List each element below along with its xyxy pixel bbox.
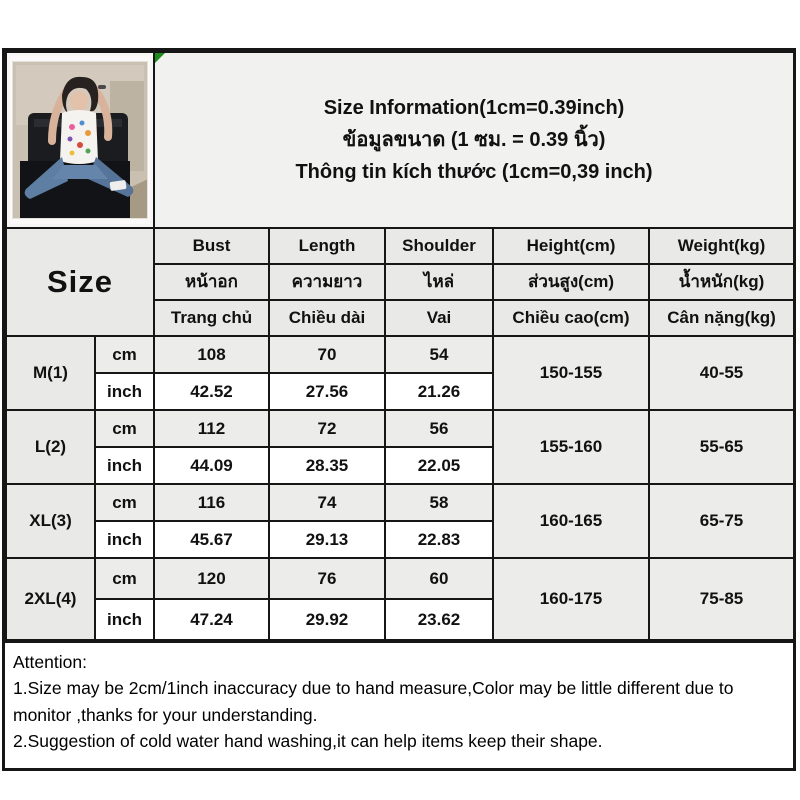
col-header-shoulder-vi: Vai [385, 300, 493, 336]
unit-label-inch: inch [95, 373, 154, 410]
col-header-length-th: ความยาว [269, 264, 385, 300]
size-chart-sheet [2, 48, 796, 771]
cell-height-range: 155-160 [493, 410, 649, 484]
cell-bust-inch: 42.52 [154, 373, 269, 410]
size-table [5, 51, 795, 641]
unit-label-cm: cm [95, 558, 154, 599]
col-header-weight-vi: Cân nặng(kg) [649, 300, 794, 336]
title-cell [154, 52, 794, 228]
col-header-height-en: Height(cm) [493, 228, 649, 264]
unit-label-cm: cm [95, 336, 154, 373]
col-header-weight-th: น้ำหนัก(kg) [649, 264, 794, 300]
col-header-bust-vi: Trang chủ [154, 300, 269, 336]
attention-line-2: 2.Suggestion of cold water hand washing,it can help items keep their shape. [13, 730, 603, 751]
col-header-bust-en: Bust [154, 228, 269, 264]
col-header-height-th: ส่วนสูง(cm) [493, 264, 649, 300]
col-header-length-en: Length [269, 228, 385, 264]
attention-title: Attention: [13, 652, 87, 672]
cell-bust-inch: 44.09 [154, 447, 269, 484]
unit-label-cm: cm [95, 484, 154, 521]
cell-length-cm: 74 [269, 484, 385, 521]
col-header-bust-th: หน้าอก [154, 264, 269, 300]
size-row-label: XL(3) [6, 484, 95, 558]
attention-line-1: 1.Size may be 2cm/1inch inaccuracy due to hand measure,Color may be little different due to monitor ,thanks for your understanding. [13, 678, 734, 725]
cell-shoulder-inch: 21.26 [385, 373, 493, 410]
cell-length-cm: 76 [269, 558, 385, 599]
cell-shoulder-cm: 54 [385, 336, 493, 373]
cell-shoulder-inch: 22.83 [385, 521, 493, 558]
green-corner-marker-icon [155, 53, 165, 63]
cell-bust-inch: 47.24 [154, 599, 269, 640]
cell-length-inch: 28.35 [269, 447, 385, 484]
cell-bust-cm: 116 [154, 484, 269, 521]
size-row-label: M(1) [6, 336, 95, 410]
cell-shoulder-cm: 58 [385, 484, 493, 521]
cell-weight-range: 75-85 [649, 558, 794, 640]
title-english: Size Information(1cm=0.39inch) [323, 97, 625, 119]
cell-length-cm: 70 [269, 336, 385, 373]
unit-label-inch: inch [95, 521, 154, 558]
product-photo [10, 56, 150, 224]
cell-length-cm: 72 [269, 410, 385, 447]
col-header-shoulder-th: ไหล่ [385, 264, 493, 300]
cell-shoulder-cm: 56 [385, 410, 493, 447]
title-vietnamese: Thông tin kích thước (1cm=0,39 inch) [295, 161, 653, 183]
model-photo-illustration [12, 61, 148, 219]
cell-bust-inch: 45.67 [154, 521, 269, 558]
cell-height-range: 160-165 [493, 484, 649, 558]
col-header-height-vi: Chiều cao(cm) [493, 300, 649, 336]
cell-bust-cm: 112 [154, 410, 269, 447]
cell-weight-range: 65-75 [649, 484, 794, 558]
product-photo-cell [6, 52, 154, 228]
cell-shoulder-inch: 23.62 [385, 599, 493, 640]
size-header: Size [6, 228, 154, 336]
cell-height-range: 160-175 [493, 558, 649, 640]
cell-length-inch: 29.92 [269, 599, 385, 640]
size-row-label: L(2) [6, 410, 95, 484]
unit-label-cm: cm [95, 410, 154, 447]
cell-shoulder-cm: 60 [385, 558, 493, 599]
unit-label-inch: inch [95, 599, 154, 640]
size-row-label: 2XL(4) [6, 558, 95, 640]
cell-weight-range: 40-55 [649, 336, 794, 410]
cell-weight-range: 55-65 [649, 410, 794, 484]
title-thai: ข้อมูลขนาด (1 ซม. = 0.39 นิ้ว) [342, 129, 606, 151]
cell-shoulder-inch: 22.05 [385, 447, 493, 484]
attention-note [5, 641, 793, 768]
cell-length-inch: 29.13 [269, 521, 385, 558]
col-header-length-vi: Chiều dài [269, 300, 385, 336]
cell-bust-cm: 108 [154, 336, 269, 373]
col-header-weight-en: Weight(kg) [649, 228, 794, 264]
cell-bust-cm: 120 [154, 558, 269, 599]
col-header-shoulder-en: Shoulder [385, 228, 493, 264]
unit-label-inch: inch [95, 447, 154, 484]
cell-length-inch: 27.56 [269, 373, 385, 410]
cell-height-range: 150-155 [493, 336, 649, 410]
